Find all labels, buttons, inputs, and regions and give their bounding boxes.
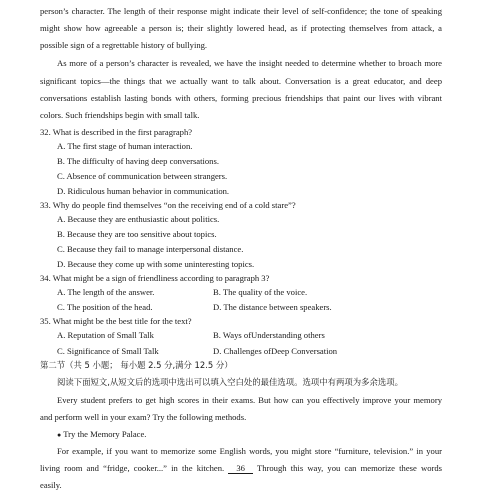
answer-option: C. Significance of Small Talk xyxy=(57,346,159,356)
memory-tip xyxy=(57,428,442,441)
answer-option: D. Challenges ofDeep Conversation xyxy=(213,346,338,356)
section-header: 第二节（共 5 小题； 每小题 2.5 分,满分 12.5 分） xyxy=(40,360,233,370)
question-stem: 33. Why do people find themselves “on the receiving end of a cold stare”? xyxy=(40,200,296,210)
answer-option: D. Ridiculous human behavior in communication. xyxy=(57,186,230,196)
section-instruction: 阅读下面短文,从短文后的选项中选出可以填入空白处的最佳选项。选项中有两项为多余选项。 xyxy=(57,377,404,387)
answer-blank[interactable]: 36 xyxy=(228,463,253,474)
question-stem: 35. What might be the best title for the text? xyxy=(40,316,192,326)
question-stem: 32. What is described in the first paragraph? xyxy=(40,127,193,137)
passage-line: and perform well in your exam? Try the following methods. xyxy=(40,412,247,422)
answer-option: C. Because they fail to manage interpersonal distance. xyxy=(57,244,244,254)
tip-title: Try the Memory Palace. xyxy=(63,429,147,439)
passage-line: For example, if you want to memorize some English words, you might store “furniture, television.” in your xyxy=(57,446,442,456)
answer-option: D. Because they come up with some uninteresting topics. xyxy=(57,259,255,269)
passage-line: might show how agreeable a person is; their slightly lowered head, as if protecting themselves from attack, a xyxy=(40,23,442,33)
answer-option: B. Ways ofUnderstanding others xyxy=(213,330,325,340)
answer-option: A. The first stage of human interaction. xyxy=(57,141,193,151)
answer-option: B. Because they are too sensitive about topics. xyxy=(57,229,217,239)
passage-line: Every student prefers to get high scores in their exams. But how can you effectively improve your memory xyxy=(57,395,442,405)
passage-line xyxy=(40,462,442,474)
answer-option: A. The length of the answer. xyxy=(57,287,155,297)
example-text: living room and “fridge, cooker...” in the kitchen. xyxy=(40,463,225,473)
answer-option: A. Reputation of Small Talk xyxy=(57,330,154,340)
answer-option: B. The quality of the voice. xyxy=(213,287,308,297)
example-text: Through this way, you can memorize these words xyxy=(256,463,442,473)
answer-option: C. The position of the head. xyxy=(57,302,153,312)
question-stem: 34. What might be a sign of friendliness according to paragraph 3? xyxy=(40,273,270,283)
bullet-icon: ● xyxy=(57,431,62,439)
passage-line: conversations establish lasting bonds with others, forming precious friendships that paint our lives with vibrant xyxy=(40,93,442,103)
answer-option: D. The distance between speakers. xyxy=(213,302,332,312)
answer-option: A. Because they are enthusiastic about politics. xyxy=(57,214,220,224)
answer-option: C. Absence of communication between strangers. xyxy=(57,171,228,181)
passage-line: significant topics—the things that we actually want to talk about. Conversation is a great educator, and deep xyxy=(40,76,442,86)
passage-line: person’s character. The length of their response might indicate their level of self-confidence; the tone of speaking xyxy=(40,6,442,16)
passage-line: possible sign of a regrettable history of bullying. xyxy=(40,40,208,50)
answer-option: B. The difficulty of having deep conversations. xyxy=(57,156,219,166)
passage-line: colors. Such friendships begin with small talk. xyxy=(40,110,200,120)
passage-line: easily. xyxy=(40,480,62,490)
passage-line: As more of a person’s character is revealed, we have the insight needed to determine whether to broach more xyxy=(57,58,442,68)
